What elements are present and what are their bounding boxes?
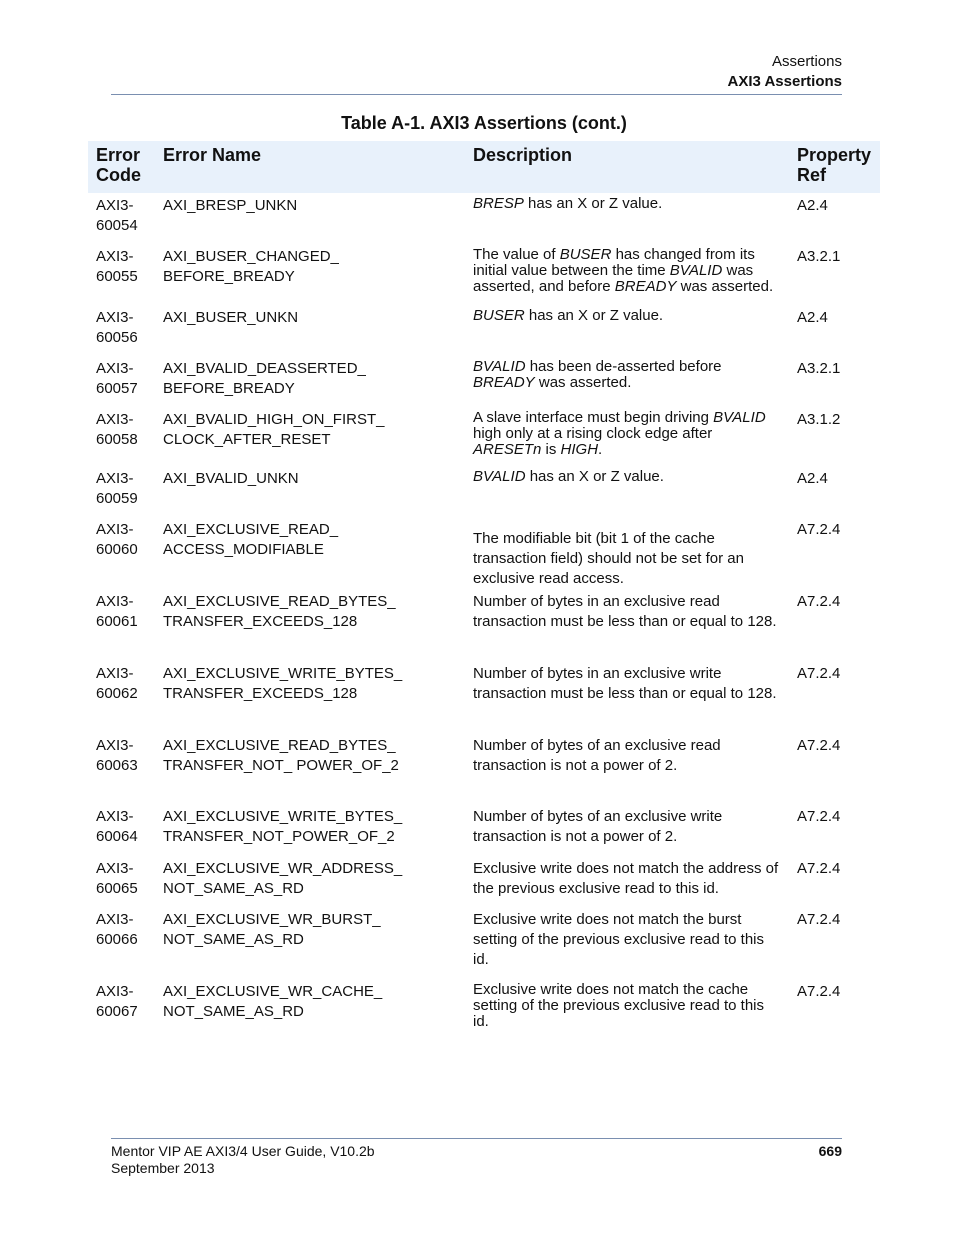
footer-rule xyxy=(111,1138,842,1139)
description-text: Exclusive write does not match the burst setting of the previous exclusive read to this id. xyxy=(473,911,764,968)
table-row xyxy=(88,804,880,856)
column-header-description: Description xyxy=(465,141,789,193)
error-name-cell: AXI_EXCLUSIVE_READ_ ACCESS_MODIFIABLE xyxy=(163,521,339,558)
table-row xyxy=(88,244,880,305)
error-code-cell: AXI3-​60067 xyxy=(96,983,138,1020)
error-name-cell: AXI_EXCLUSIVE_WR_ADDRESS_ NOT_SAME_AS_RD xyxy=(163,860,403,897)
error-code-cell: AXI3-​60054 xyxy=(96,197,138,234)
signal-name: BVALID xyxy=(473,468,526,485)
description-text: Number of bytes of an exclusive write transaction is not a power of 2. xyxy=(473,808,723,845)
footer-guide xyxy=(111,1143,375,1177)
error-code-cell: AXI3-​60056 xyxy=(96,309,138,346)
description-cell xyxy=(465,804,789,856)
error-code-cell: AXI3-​60058 xyxy=(96,411,138,448)
table-body xyxy=(88,193,880,1039)
assertions-table xyxy=(88,141,880,1039)
description-text: is xyxy=(541,441,561,458)
description-cell xyxy=(465,907,789,979)
error-code-cell: AXI3-​60055 xyxy=(96,248,138,285)
property-ref-cell: A7.2.4 xyxy=(797,665,841,682)
property-ref-cell: A3.1.2 xyxy=(797,411,841,428)
description-cell xyxy=(465,466,789,517)
description-text: has an X or Z value. xyxy=(523,195,663,212)
table-caption: Table A-1. AXI3 Assertions (cont.) xyxy=(341,113,627,133)
error-name-cell: AXI_BUSER_UNKN xyxy=(163,309,299,326)
description-text: was asserted. xyxy=(676,278,774,295)
error-name-cell: AXI_EXCLUSIVE_WR_CACHE_ NOT_SAME_AS_RD xyxy=(163,983,383,1020)
column-header-error-name: Error Name xyxy=(155,141,465,193)
description-text: was asserted. xyxy=(534,374,632,391)
property-ref-cell: A7.2.4 xyxy=(797,860,841,877)
error-name-cell: AXI_EXCLUSIVE_WRITE_BYTES_ TRANSFER_NOT_POWER_OF_2 xyxy=(163,808,403,845)
signal-name: BVALID xyxy=(473,358,526,375)
description-text: was asserted, and before xyxy=(473,262,754,295)
property-ref-cell: A2.4 xyxy=(797,470,828,487)
table-row xyxy=(88,517,880,589)
description-cell xyxy=(465,356,789,407)
description-text: Number of bytes in an exclusive read transaction must be less than or equal to 128. xyxy=(473,593,777,630)
header-rule xyxy=(111,94,842,95)
error-name-cell: AXI_BRESP_UNKN xyxy=(163,197,298,214)
table-row xyxy=(88,733,880,804)
description-cell xyxy=(465,856,789,907)
error-code-cell: AXI3-​60060 xyxy=(96,521,138,558)
error-code-cell: AXI3-​60064 xyxy=(96,808,138,845)
table-row xyxy=(88,305,880,356)
description-cell xyxy=(465,305,789,356)
description-text: Exclusive write does not match the cache setting of the previous exclusive read to this id. xyxy=(473,981,764,1030)
description-cell xyxy=(465,407,789,466)
property-ref-cell: A2.4 xyxy=(797,309,828,326)
error-name-cell: AXI_BUSER_CHANGED_ BEFORE_BREADY xyxy=(163,248,339,285)
description-text: The value of xyxy=(473,246,560,263)
column-header-property-ref: Property Ref xyxy=(789,141,880,193)
signal-name: ARESETn xyxy=(473,441,542,458)
table-row xyxy=(88,856,880,907)
header-chapter: Assertions xyxy=(771,53,842,70)
signal-name: BUSER xyxy=(559,246,612,263)
error-name-cell: AXI_EXCLUSIVE_WRITE_BYTES_ TRANSFER_EXCEEDS_128 xyxy=(163,665,403,702)
description-text: has an X or Z value. xyxy=(525,468,664,485)
error-code-cell: AXI3-​60059 xyxy=(96,470,138,507)
description-text: The modifiable bit (bit 1 of the cache transaction field) should not be set for an exclusive read access. xyxy=(473,530,744,587)
table-row xyxy=(88,466,880,517)
signal-name: BRESP xyxy=(473,195,524,212)
property-ref-cell: A3.2.1 xyxy=(797,360,841,377)
table-header-row xyxy=(88,141,880,193)
table-row xyxy=(88,661,880,733)
error-name-cell: AXI_EXCLUSIVE_READ_BYTES_ TRANSFER_NOT_ POWER_OF_2 xyxy=(163,737,399,774)
signal-name: BUSER xyxy=(473,307,525,324)
property-ref-cell: A7.2.4 xyxy=(797,737,841,754)
error-name-cell: AXI_EXCLUSIVE_READ_BYTES_ TRANSFER_EXCEEDS_128 xyxy=(163,593,396,630)
description-text: . xyxy=(598,441,603,458)
property-ref-cell: A7.2.4 xyxy=(797,911,841,928)
header-section-title: AXI3 Assertions xyxy=(727,73,842,90)
description-cell xyxy=(465,733,789,804)
table-row xyxy=(88,979,880,1039)
error-code-cell: AXI3-​60065 xyxy=(96,860,138,897)
table-row xyxy=(88,589,880,661)
property-ref-cell: A3.2.1 xyxy=(797,248,841,265)
property-ref-cell: A7.2.4 xyxy=(797,983,841,1000)
error-name-cell: AXI_BVALID_HIGH_ON_FIRST_ CLOCK_AFTER_RESET xyxy=(163,411,385,448)
description-text: Number of bytes of an exclusive read transaction is not a power of 2. xyxy=(473,737,721,774)
error-code-cell: AXI3-​60066 xyxy=(96,911,138,948)
table-row xyxy=(88,907,880,979)
description-cell xyxy=(465,661,789,733)
description-text: Number of bytes in an exclusive write transaction must be less than or equal to 128. xyxy=(473,665,777,702)
page-number: 669 xyxy=(818,1143,842,1159)
description-text: has an X or Z value. xyxy=(524,307,664,324)
property-ref-cell: A7.2.4 xyxy=(797,593,841,610)
description-text: A slave interface must begin driving xyxy=(473,409,714,426)
description-cell xyxy=(465,979,789,1039)
column-header-error-code: Error Code xyxy=(88,141,155,193)
description-text: Exclusive write does not match the address of the previous exclusive read to this id. xyxy=(473,860,779,897)
signal-name: BVALID xyxy=(713,409,766,426)
description-cell xyxy=(465,244,789,305)
description-text: has changed from its initial value between the time xyxy=(473,246,755,279)
signal-name: BREADY xyxy=(614,278,677,295)
error-code-cell: AXI3-​60057 xyxy=(96,360,138,397)
footer-guide-title: Mentor VIP AE AXI3/4 User Guide, V10.2b xyxy=(111,1143,375,1159)
description-cell xyxy=(465,589,789,661)
error-name-cell: AXI_BVALID_UNKN xyxy=(163,470,299,487)
table-row xyxy=(88,193,880,244)
signal-name: BREADY xyxy=(473,374,535,391)
error-code-cell: AXI3-​60063 xyxy=(96,737,138,774)
description-cell xyxy=(465,193,789,244)
property-ref-cell: A7.2.4 xyxy=(797,521,841,538)
signal-name: HIGH xyxy=(560,441,599,458)
table-row xyxy=(88,407,880,466)
error-name-cell: AXI_BVALID_DEASSERTED_ BEFORE_BREADY xyxy=(163,360,366,397)
property-ref-cell: A2.4 xyxy=(797,197,828,214)
table-row xyxy=(88,356,880,407)
error-code-cell: AXI3-​60062 xyxy=(96,665,138,702)
footer-date: September 2013 xyxy=(111,1160,215,1176)
running-header xyxy=(728,52,843,92)
property-ref-cell: A7.2.4 xyxy=(797,808,841,825)
description-cell xyxy=(465,517,789,589)
error-name-cell: AXI_EXCLUSIVE_WR_BURST_ NOT_SAME_AS_RD xyxy=(163,911,381,948)
signal-name: BVALID xyxy=(669,262,723,279)
description-text: high only at a rising clock edge after xyxy=(473,425,713,442)
error-code-cell: AXI3-​60061 xyxy=(96,593,138,630)
description-text: has been de-asserted before xyxy=(525,358,722,375)
